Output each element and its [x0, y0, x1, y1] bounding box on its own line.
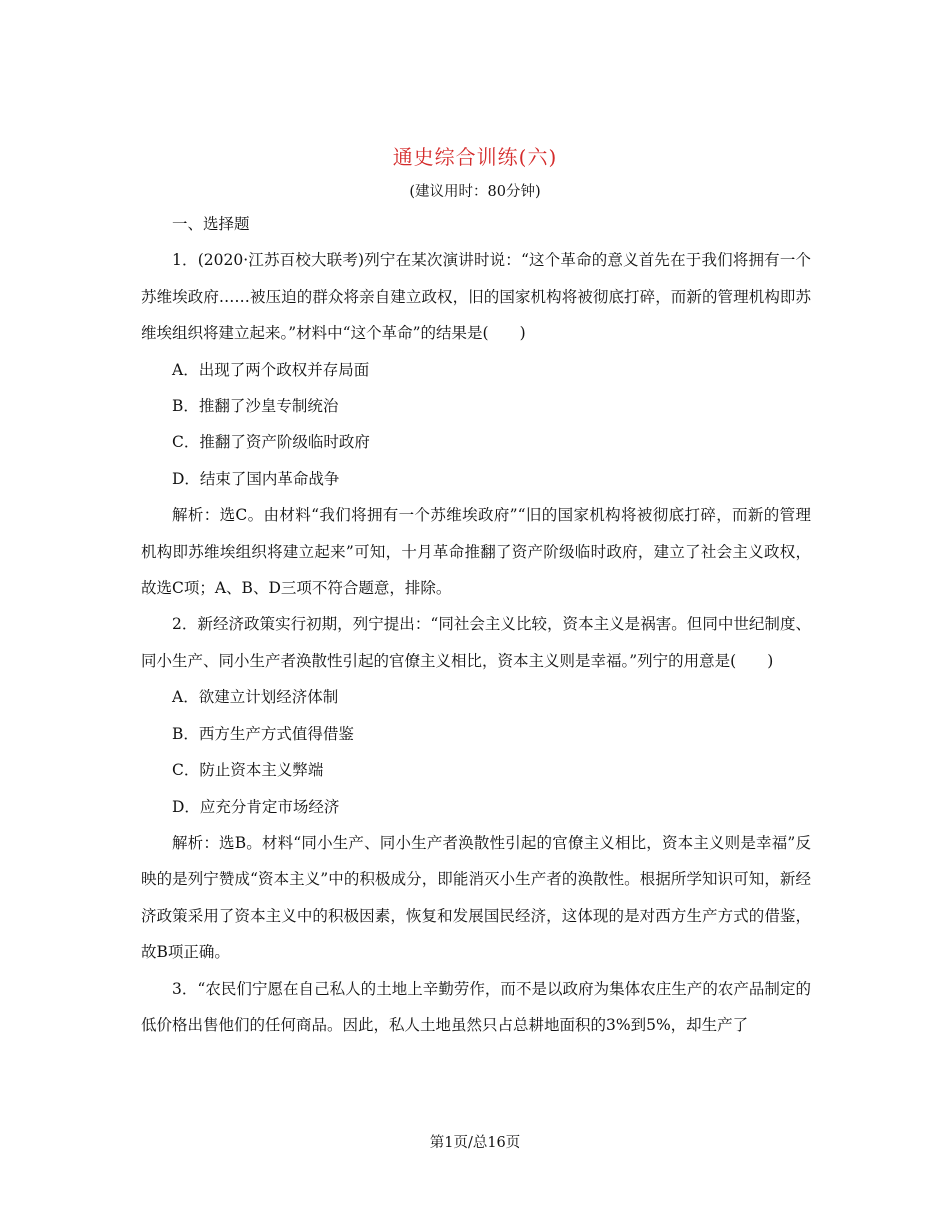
section-heading: 一、选择题 — [172, 215, 250, 233]
question-3-stem: 3．“农民们宁愿在自己私人的土地上辛勤劳作，而不是以政府为集体农庄生产的农产品制定的低价格出售他们的任何商品。因此，私人土地虽然只占总耕地面积的3%到5%，却生产了 — [141, 979, 811, 1034]
question-2-analysis: 解析：选B。材料“同小生产、同小生产者涣散性引起的官僚主义相比，资本主义则是幸福”反映的是列宁赞成“资本主义”中的积极成分，即能消灭小生产者的涣散性。根据所学知识可知，新经济政策采用了资本主义中的积极因素，恢复和发展国民经济，这体现的是对西方生产方式的借鉴，故B项正确。 — [141, 833, 811, 962]
question-2-option-c: C．防止资本主义弊端 — [172, 761, 324, 780]
question-1-stem: 1．(2020·江苏百校大联考)列宁在某次演讲时说：“这个革命的意义首先在于我们将拥有一个苏维埃政府……被压迫的群众将亲自建立政权，旧的国家机构将被彻底打碎，而新的管理机构即苏维埃组织将建立起来。”材料中“这个革命”的结果是( ) — [141, 251, 811, 343]
page-footer: 第1页/总16页 — [429, 1135, 521, 1151]
question-1-option-c: C．推翻了资产阶级临时政府 — [172, 433, 370, 452]
question-2-stem: 2．新经济政策实行初期，列宁提出：“同社会主义比较，资本主义是祸害。但同中世纪制度、同小生产、同小生产者涣散性引起的官僚主义相比，资本主义则是幸福。”列宁的用意是( ) — [141, 615, 811, 670]
document-body — [141, 206, 811, 1043]
question-2-option-d: D．应充分肯定市场经济 — [172, 797, 340, 816]
question-1-option-d: D．结束了国内革命战争 — [172, 469, 340, 488]
question-1-analysis: 解析：选C。由材料“我们将拥有一个苏维埃政府”“旧的国家机构将被彻底打碎，而新的管理机构即苏维埃组织将建立起来”可知，十月革命推翻了资产阶级临时政府，建立了社会主义政权，故选C项；A、B、D三项不符合题意，排除。 — [141, 506, 811, 598]
time-suggestion: (建议用时：80分钟) — [409, 184, 541, 200]
question-1-option-b: B．推翻了沙皇专制统治 — [172, 397, 339, 416]
question-2-option-a: A．欲建立计划经济体制 — [172, 688, 339, 707]
question-1-option-a: A．出现了两个政权并存局面 — [172, 360, 370, 379]
document-title: 通史综合训练(六) — [392, 145, 558, 169]
question-2-option-b: B．西方生产方式值得借鉴 — [172, 724, 354, 743]
